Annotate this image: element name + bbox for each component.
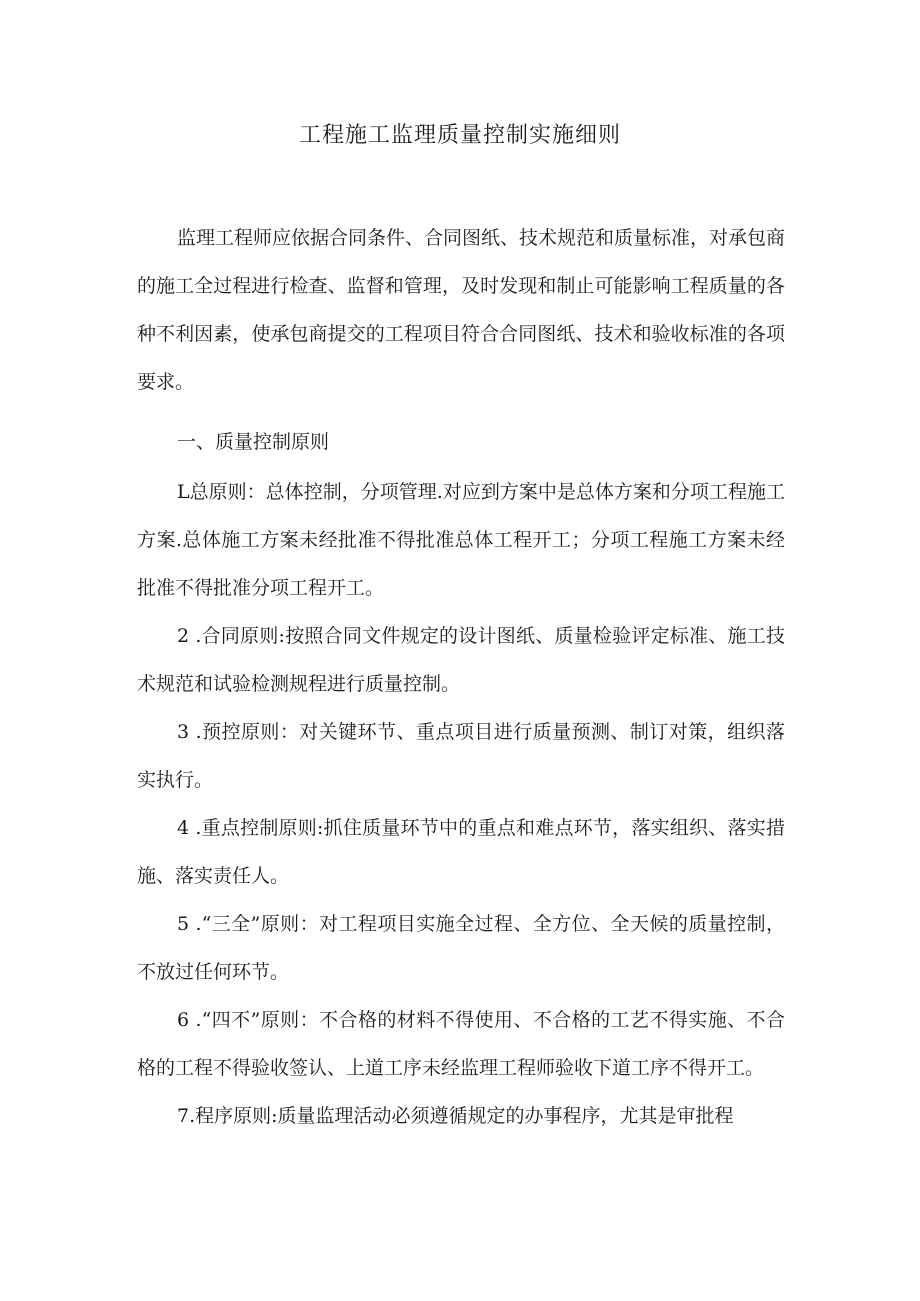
document-body xyxy=(137,214,785,1140)
document-title: 工程施工监理质量控制实施细则 xyxy=(298,123,621,148)
principle-paragraph: 6 .“四不”原则：不合格的材料不得使用、不合格的工艺不得实施、不合格的工程不得验收签认、上道工序未经监理工程师验收下道工序不得开工。 xyxy=(137,1009,785,1079)
intro-paragraph: 监理工程师应依据合同条件、合同图纸、技术规范和质量标准，对承包商的施工全过程进行检查、监督和管理，及时发现和制止可能影响工程质量的各种不利因素，使承包商提交的工程项目符合合同图纸、技术和验收标准的各项要求。 xyxy=(137,227,786,393)
principle-paragraph: 3 .预控原则：对关键环节、重点项目进行质量预测、制订对策，组织落实执行。 xyxy=(137,721,785,791)
principle-paragraph: 7.程序原则:质量监理活动必须遵循规定的办事程序，尤其是审批程 xyxy=(177,1105,734,1127)
principle-paragraph: 2 .合同原则:按照合同文件规定的设计图纸、质量检验评定标准、施工技术规范和试验检测规程进行质量控制。 xyxy=(137,625,785,695)
section-heading: 一、质量控制原则 xyxy=(177,431,330,453)
principle-paragraph: L总原则：总体控制，分项管理.对应到方案中是总体方案和分项工程施工方案.总体施工方案未经批准不得批准总体工程开工；分项工程施工方案未经批准不得批准分项工程开工。 xyxy=(137,481,785,599)
principle-paragraph: 5 .“三全”原则：对工程项目实施全过程、全方位、全天候的质量控制，不放过任何环节。 xyxy=(137,913,785,983)
principle-paragraph: 4 .重点控制原则:抓住质量环节中的重点和难点环节，落实组织、落实措施、落实责任人。 xyxy=(137,817,785,887)
